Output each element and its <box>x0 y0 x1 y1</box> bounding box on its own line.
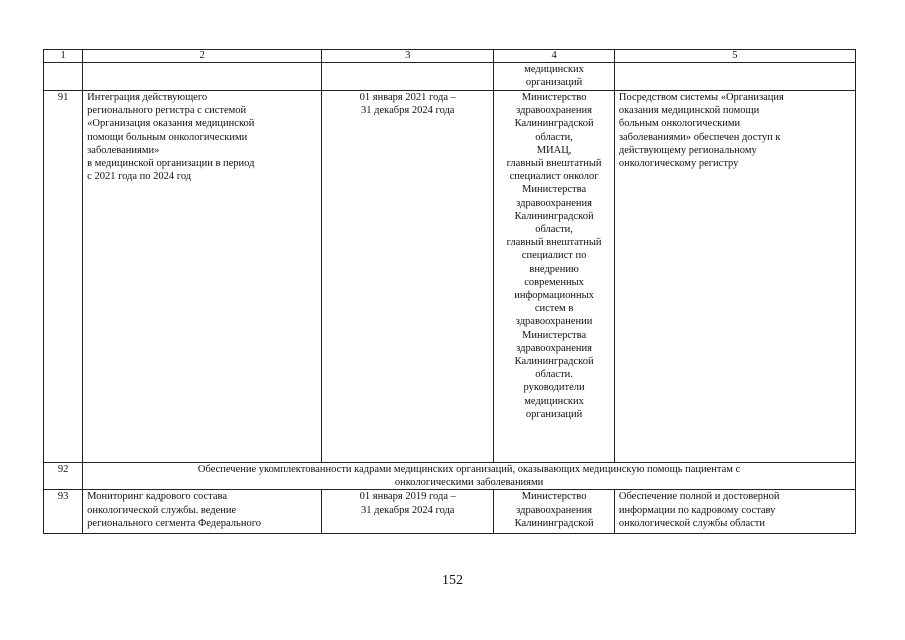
text-line: 31 декабря 2024 года <box>361 105 455 117</box>
text-line: здравоохранения <box>516 197 592 209</box>
text-line: Министерства <box>522 184 587 196</box>
text-line: 31 декабря 2024 года <box>361 504 455 516</box>
text-line: Посредством системы «Организация <box>618 92 784 103</box>
text-line: Калининградской <box>514 517 594 529</box>
table-row-continuation <box>44 63 856 91</box>
text-line: больным онкологическими <box>618 118 741 130</box>
text-line: Министерства <box>522 329 587 341</box>
table-header-row <box>44 50 856 63</box>
text-line: Мониторинг кадрового состава <box>87 491 228 503</box>
activity-cell <box>83 490 322 534</box>
text-line: помощи больным онкологическими <box>87 131 248 143</box>
text-line: руководители <box>523 382 585 394</box>
text-line: здравоохранения <box>516 342 592 354</box>
text-line: 01 января 2019 года – <box>359 491 456 503</box>
table-row-93 <box>44 490 856 534</box>
text-line: онкологическому регистру <box>618 158 739 170</box>
row-number: 92 <box>44 463 83 490</box>
activity-cell <box>83 91 322 463</box>
text-line: Министерство <box>521 92 587 103</box>
section-heading-cell <box>83 463 856 490</box>
text-line: области, <box>535 224 573 236</box>
text-line: информации по кадровому составу <box>618 504 776 516</box>
text-line: «Организация оказания медицинской <box>87 118 255 130</box>
text-line: здравоохранении <box>515 316 593 328</box>
text-line: Министерство <box>521 491 587 503</box>
text-line: области, <box>535 131 573 143</box>
text-line: области. <box>535 369 573 381</box>
period-cell <box>322 490 494 534</box>
text-line: онкологической службы области <box>618 517 765 529</box>
text-line: Интеграция действующего <box>87 92 208 103</box>
text-line: Калининградской <box>514 356 594 368</box>
header-cell: 2 <box>83 50 322 63</box>
text-line: онкологическими заболеваниями <box>394 477 544 489</box>
text-line: с 2021 года по 2024 год <box>87 171 192 183</box>
plan-table <box>43 49 856 534</box>
text-line: Обеспечение укомплектованности кадрами медицинских организаций, оказывающих медицинскую помощь пациентам с <box>197 464 741 475</box>
text-line: современных <box>524 276 584 288</box>
text-line: специалист онколог <box>509 171 599 183</box>
text-line: внедрению <box>529 263 579 275</box>
text-line: регионального сегмента Федерального <box>87 517 261 529</box>
text-line: медицинских <box>524 395 584 407</box>
text-line: заболеваниями» <box>87 144 160 156</box>
text-line: главный внештатный <box>506 237 602 249</box>
header-cell: 3 <box>322 50 494 63</box>
text-line: главный внештатный <box>506 158 602 170</box>
text-line: действующему региональному <box>618 144 757 156</box>
text-line: здравоохранения <box>516 105 592 117</box>
responsible-cell <box>494 91 615 463</box>
table-row-91 <box>44 91 856 463</box>
header-cell: 1 <box>44 50 83 63</box>
responsible-cell: медицинских организаций <box>494 63 615 91</box>
text-line: специалист по <box>521 250 587 262</box>
header-cell: 5 <box>614 50 855 63</box>
text-line: систем в <box>534 303 574 315</box>
text-line: заболеваниями» обеспечен доступ к <box>618 131 781 143</box>
text-line: в медицинской организации в период <box>87 158 255 170</box>
result-cell <box>614 490 855 534</box>
text-line: оказания медицинской помощи <box>618 105 760 117</box>
text-line: Калининградской <box>514 210 594 222</box>
result-cell <box>614 91 855 463</box>
text-line: МИАЦ, <box>536 144 572 156</box>
text-line: здравоохранения <box>516 504 592 516</box>
text-line: онкологической службы. ведение <box>87 504 237 516</box>
header-cell: 4 <box>494 50 615 63</box>
text-line: Обеспечение полной и достоверной <box>618 491 780 503</box>
row-number: 91 <box>44 91 83 463</box>
period-cell <box>322 91 494 463</box>
row-number: 93 <box>44 490 83 534</box>
text-line: организаций <box>525 408 583 420</box>
text-line: Калининградской <box>514 118 594 130</box>
page-number: 152 <box>442 573 463 588</box>
table-row-92 <box>44 463 856 490</box>
text-line: информационных <box>514 290 594 302</box>
text-line: регионального регистра с системой <box>87 105 247 117</box>
responsible-cell <box>494 490 615 534</box>
text-line: 01 января 2021 года – <box>359 92 456 103</box>
